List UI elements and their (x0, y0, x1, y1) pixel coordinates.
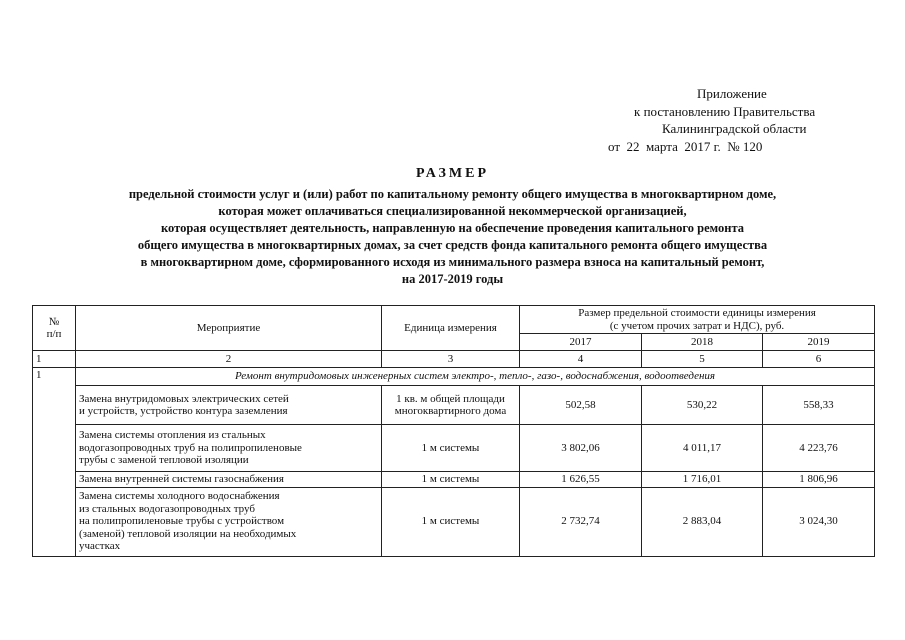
col-number: 3 (382, 351, 520, 368)
row-unit: 1 м системы (382, 425, 520, 472)
header-year-2018: 2018 (642, 334, 763, 351)
header-year-2017: 2017 (520, 334, 642, 351)
row-value-2017: 502,58 (520, 386, 642, 425)
row-value-2019: 1 806,96 (763, 472, 875, 488)
table-row (33, 386, 875, 425)
subtitle-line: на 2017-2019 годы (401, 272, 504, 286)
table-row (33, 487, 875, 556)
row-value-2018: 4 011,17 (642, 425, 763, 472)
header-year-2019: 2019 (763, 334, 875, 351)
row-activity: Замена системы холодного водоснабжения из стальных водогазопроводных труб на полипропиленовые трубы с устройством (заменой) тепловой изоляции на необходимых участках (76, 487, 382, 556)
row-unit: 1 кв. м общей площади многоквартирного дома (382, 386, 520, 425)
appendix-resolution: к постановлению Правительства (634, 104, 816, 119)
col-number: 2 (76, 351, 382, 368)
col-number: 4 (520, 351, 642, 368)
col-number: 6 (763, 351, 875, 368)
header-activity: Мероприятие (76, 306, 382, 351)
cost-table (32, 305, 875, 557)
title-heading: РАЗМЕР (415, 166, 489, 181)
subtitle-line: в многоквартирном доме, сформированного исходя из минимального размера взноса на капитальный ремонт, (140, 255, 765, 269)
title-subtitle (0, 186, 905, 288)
table-row (33, 425, 875, 472)
subtitle-line: которая может оплачиваться специализированной некоммерческой организацией, (218, 204, 687, 218)
appendix-block (0, 0, 905, 160)
document-title (0, 166, 905, 288)
row-value-2017: 2 732,74 (520, 487, 642, 556)
row-unit: 1 м системы (382, 472, 520, 488)
section-num: 1 (33, 368, 76, 557)
row-activity: Замена внутренней системы газоснабжения (76, 472, 382, 488)
section-row (33, 368, 875, 386)
column-number-row (33, 351, 875, 368)
row-value-2018: 1 716,01 (642, 472, 763, 488)
row-value-2018: 2 883,04 (642, 487, 763, 556)
row-value-2018: 530,22 (642, 386, 763, 425)
appendix-label: Приложение (697, 86, 767, 101)
subtitle-line: предельной стоимости услуг и (или) работ по капитальному ремонту общего имущества в многоквартирном доме, (128, 187, 777, 201)
row-value-2019: 558,33 (763, 386, 875, 425)
row-activity: Замена внутридомовых электрических сетей и устройств, устройство контура заземления (76, 386, 382, 425)
table-row (33, 472, 875, 488)
header-num: № п/п (33, 306, 76, 351)
header-unit: Единица измерения (382, 306, 520, 351)
col-number: 1 (33, 351, 76, 368)
appendix-region: Калининградской области (662, 121, 807, 136)
row-value-2019: 4 223,76 (763, 425, 875, 472)
col-number: 5 (642, 351, 763, 368)
row-value-2019: 3 024,30 (763, 487, 875, 556)
header-cost: Размер предельной стоимости единицы измерения (с учетом прочих затрат и НДС), руб. (520, 306, 875, 334)
subtitle-line: общего имущества в многоквартирных домах, за счет средств фонда капитального ремонта общего имущества (137, 238, 768, 252)
row-value-2017: 1 626,55 (520, 472, 642, 488)
appendix-date: от 22 марта 2017 г. № 120 (608, 139, 763, 154)
row-value-2017: 3 802,06 (520, 425, 642, 472)
section-title: Ремонт внутридомовых инженерных систем электро-, тепло-, газо-, водоснабжения, водоотведения (76, 368, 875, 386)
subtitle-line: которая осуществляет деятельность, направленную на обеспечение проведения капитального ремонта (160, 221, 745, 235)
row-unit: 1 м системы (382, 487, 520, 556)
row-activity: Замена системы отопления из стальных водогазопроводных труб на полипропиленовые трубы с заменой тепловой изоляции (76, 425, 382, 472)
